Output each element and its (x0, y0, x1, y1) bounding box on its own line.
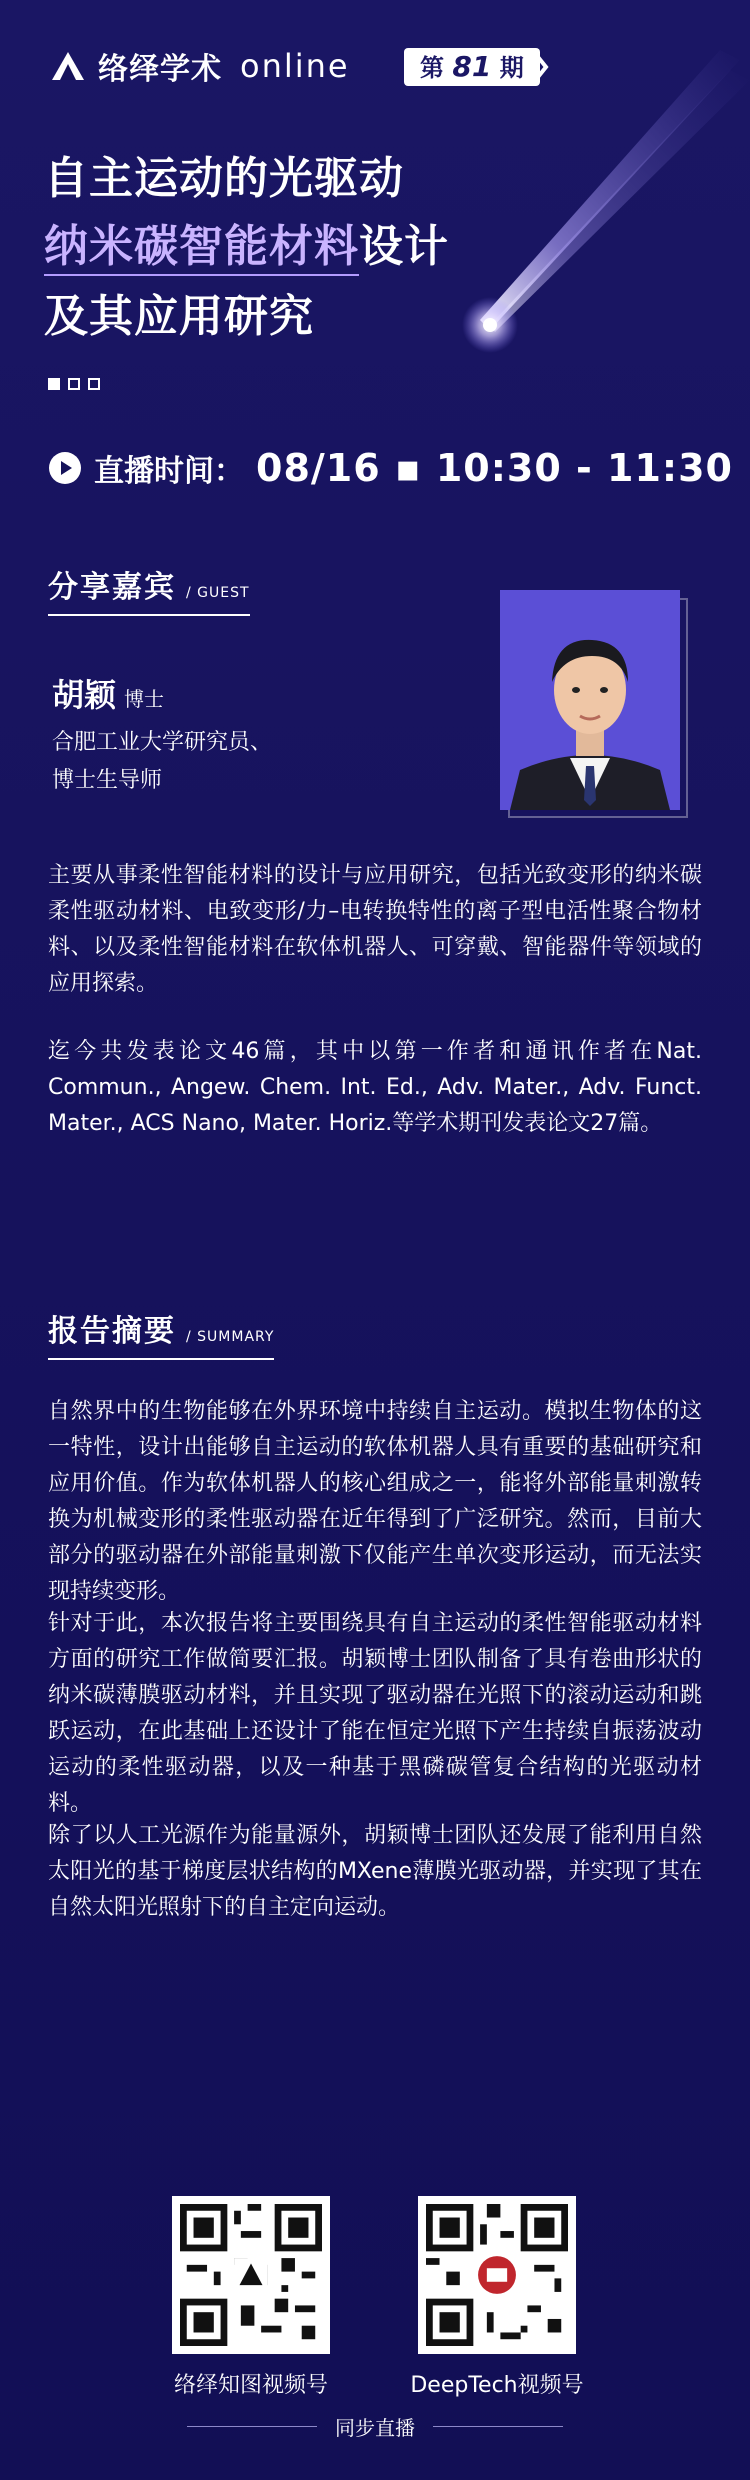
live-label: 同步直播 (335, 2416, 415, 2440)
qr-code-right[interactable] (418, 2196, 576, 2354)
comet-decoration (420, 40, 750, 360)
guest-name-block (52, 670, 164, 716)
square-icon (88, 378, 100, 390)
guest-name: 胡颖 (52, 676, 117, 714)
section-title: 分享嘉宾 (48, 570, 176, 605)
title-highlight: 纳米碳智能材料 (44, 221, 359, 276)
guest-bio-2: 迄今共发表论文46篇，其中以第一作者和通讯作者在Nat. Commun., Angew. Chem. Int. Ed., Adv. Mater., Adv. Funct. Mater., ACS Nano, Mater. Horiz.等学术期刊发表论文27篇。 (48, 1039, 702, 1136)
brand-suffix: online (240, 47, 350, 85)
qr-code-left[interactable] (172, 2196, 330, 2354)
qr-pattern-icon (180, 2204, 322, 2346)
schedule-time: 08/16 ▪ 10:30 - 11:30 (256, 446, 733, 490)
chevron-right-icon (530, 48, 560, 86)
square-icon (68, 378, 80, 390)
title-line-2-rest: 设计 (359, 221, 449, 272)
title-line-1: 自主运动的光驱动 (44, 153, 404, 204)
section-subtitle: / SUMMARY (186, 1329, 275, 1345)
square-icon (48, 378, 60, 390)
title-line-3: 及其应用研究 (44, 291, 314, 342)
decorative-squares (48, 378, 100, 390)
issue-number: 81 (452, 50, 492, 83)
summary-paragraph-2: 针对于此，本次报告将主要围绕具有自主运动的柔性智能驱动材料方面的研究工作做简要汇报。胡颖博士团队制备了具有卷曲形状的纳米碳薄膜驱动材料，并且实现了驱动器在光照下的滚动运动和跳跃运动，在此基础上还设计了能在恒定光照下产生持续自振荡波动运动的柔性驱动器，以及一种基于黑磷碳管复合结构的光驱动材料。 (48, 1611, 702, 1816)
affiliation-line-2: 博士生导师 (52, 768, 163, 793)
affiliation-line-1: 合肥工业大学研究员、 (52, 730, 273, 755)
brand-mark-icon (48, 46, 88, 86)
brand-name: 络绎学术 (98, 52, 222, 87)
brand-logo (48, 44, 350, 88)
schedule-label: 直播时间： (94, 454, 244, 489)
qr-caption-left: 络绎知图视频号 (173, 2373, 328, 2398)
issue-suffix: 期 (499, 54, 524, 82)
qr-pattern-icon (426, 2204, 568, 2346)
section-guest-heading (48, 562, 250, 616)
section-summary-heading (48, 1306, 274, 1360)
schedule (48, 446, 733, 490)
qr-caption-right: DeepTech视频号 (410, 2373, 584, 2398)
summary-paragraph-1: 自然界中的生物能够在外界环境中持续自主运动。模拟生物体的这一特性，设计出能够自主运动的软体机器人具有重要的基础研究和应用价值。作为软体机器人的核心组成之一，能将外部能量刺激转换为机械变形的柔性驱动器在近年得到了广泛研究。然而，目前大部分的驱动器在外部能量刺激下仅能产生单次变形运动，而无法实现持续变形。 (48, 1399, 702, 1604)
guest-photo (500, 590, 680, 810)
section-subtitle: / GUEST (186, 585, 250, 601)
divider (187, 2426, 317, 2427)
issue-badge (404, 48, 540, 86)
title-line-2 (44, 210, 449, 274)
live-footer (0, 2412, 750, 2441)
summary-paragraph-3: 除了以人工光源作为能量源外，胡颖博士团队还发展了能利用自然太阳光的基于梯度层状结构的MXene薄膜光驱动器，并实现了其在自然太阳光照射下的自主定向运动。 (48, 1823, 702, 1920)
guest-title: 博士 (124, 687, 165, 711)
issue-prefix: 第 (420, 54, 444, 82)
guest-affiliation (52, 724, 352, 800)
play-icon (48, 451, 82, 485)
divider (433, 2426, 563, 2427)
section-title: 报告摘要 (48, 1314, 176, 1349)
guest-bio-1: 主要从事柔性智能材料的设计与应用研究，包括光致变形的纳米碳柔性驱动材料、电致变形/力–电转换特性的离子型电活性聚合物材料、以及柔性智能材料在软体机器人、可穿戴、智能器件等领域的应用探索。 (48, 863, 702, 996)
